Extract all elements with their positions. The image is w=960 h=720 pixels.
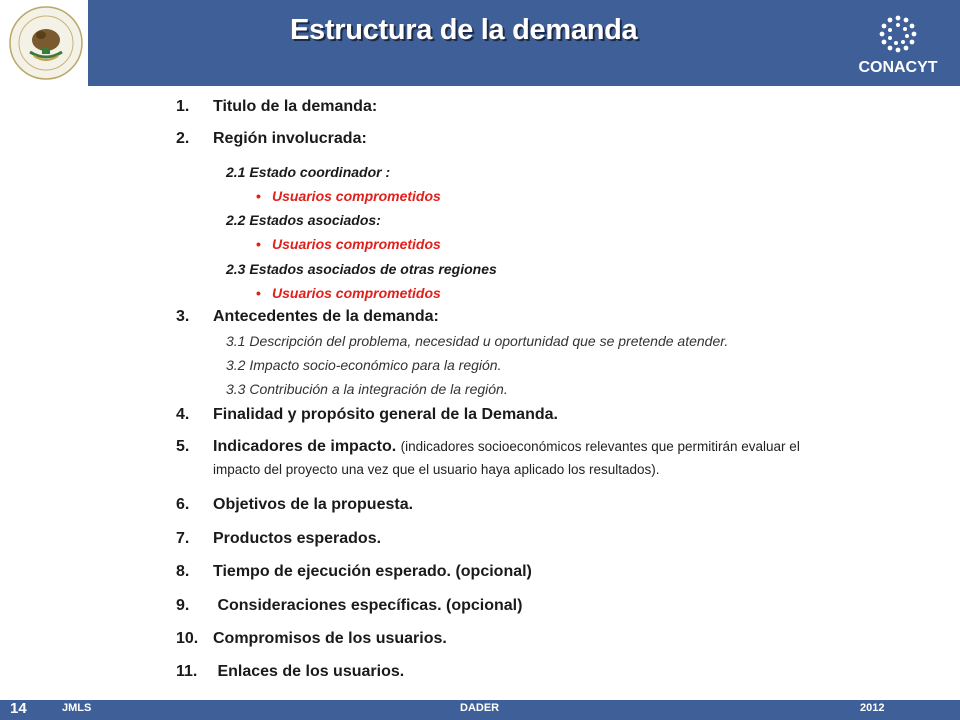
content-area: 1. Titulo de la demanda: 2. Región involucrada: 2.1 Estado coordinador : • Usuarios comprometidos 2.2 Estados asociados: • Usuarios comprometidos 2.3 Estados asociados de otras regiones • Usuarios comprometidos 3. Antecedentes de la demanda: 3.1 Descripción del problema, necesidad u oportunidad que se pretende atender. 3.2 Impacto socio-económico para la región. 3.3 Contribución a la integración de la región. 4. Finalidad y propósito general de la Demanda. 5. Indicadores de impacto. (indicadores socioeconómicos relevantes que permitirán evaluar el impacto del proyecto una vez que el usuario haya aplicado los resultados). 6. Objetivos de la propuesta. 7. Productos esperados. 8. Tiempo de ejecución esperado. (opcional) 9. Consideraciones específicas. (opcional) 10. Compromisos de los usuarios. 11. Enlaces de los usuarios. [176, 98, 800, 680]
footer-center: DADER [460, 702, 500, 714]
logo-text: CONACYT [858, 59, 938, 76]
footer-year: 2012 [860, 702, 885, 714]
footer-author: JMLS [62, 702, 92, 714]
page-number: 14 [10, 700, 27, 717]
page-title: Estructura de la demanda [290, 14, 638, 46]
